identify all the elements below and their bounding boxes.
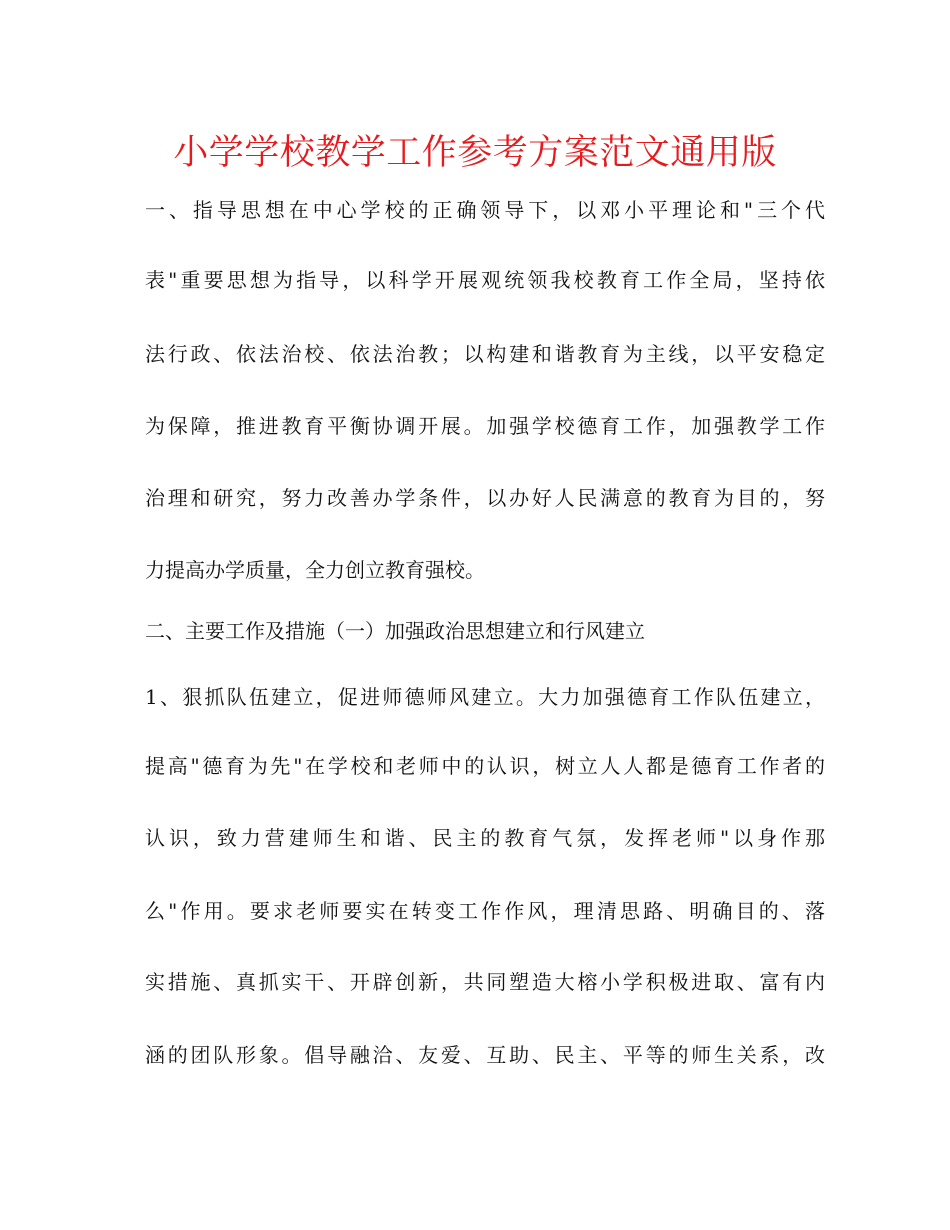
paragraph-line-2: 表"重要思想为指导，以科学开展观统领我校教育工作全局，坚持依 <box>145 268 825 292</box>
paragraph-line-11: 么"作用。要求老师要实在转变工作作风，理清思路、明确目的、落 <box>145 899 825 923</box>
paragraph-line-13: 涵的团队形象。倡导融洽、友爱、互助、民主、平等的师生关系，改 <box>145 1043 825 1067</box>
paragraph-line-6: 力提高办学质量，全力创立教育强校。 <box>145 558 485 582</box>
paragraph-line-4: 为保障，推进教育平衡协调开展。加强学校德育工作，加强教学工作 <box>145 414 825 438</box>
document-title: 小学学校教学工作参考方案范文通用版 <box>173 133 777 173</box>
paragraph-line-3: 法行政、依法治校、依法治教；以构建和谐教育为主线，以平安稳定 <box>145 342 825 366</box>
paragraph-line-5: 治理和研究，努力改善办学条件，以办好人民满意的教育为目的，努 <box>145 486 825 510</box>
section-heading-line: 二、主要工作及措施（一）加强政治思想建立和行风建立 <box>145 619 645 643</box>
paragraph-line-12: 实措施、真抓实干、开辟创新，共同塑造大榕小学积极进取、富有内 <box>145 970 825 994</box>
paragraph-line-10: 认识，致力营建师生和谐、民主的教育气氛，发挥老师"以身作那 <box>145 826 825 850</box>
paragraph-line-8: 1、狠抓队伍建立，促进师德师风建立。大力加强德育工作队伍建立， <box>145 685 825 709</box>
paragraph-line-9: 提高"德育为先"在学校和老师中的认识，树立人人都是德育工作者的 <box>145 754 825 778</box>
paragraph-line-1: 一、指导思想在中心学校的正确领导下，以邓小平理论和"三个代 <box>145 198 825 222</box>
